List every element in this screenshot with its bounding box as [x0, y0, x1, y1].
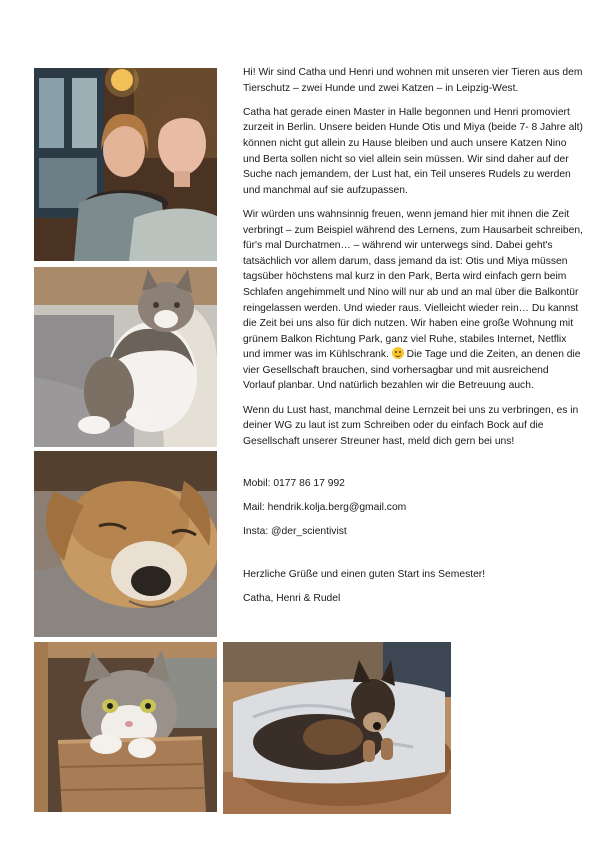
spacer — [243, 458, 583, 476]
paragraph-details — [243, 207, 583, 394]
contact-insta: Insta: @der_scientivist — [243, 526, 347, 538]
paragraph-details-part2: Die Tage und die Zeiten, an denen die vier Gesellschaft brauchen, sind vorhersagbar und mit ausreichend Vorlauf planbar. Und natürlich bezahlen wir die Betreuung auch. — [243, 349, 581, 392]
photo-cat-grey — [34, 267, 217, 447]
contact-mobile: Mobil: 0177 86 17 992 — [243, 478, 345, 490]
photo-couple — [34, 68, 217, 261]
paragraph-details-part1: Wir würden uns wahnsinnig freuen, wenn jemand hier mit ihnen die Zeit verbringt – zum Beispiel während des Lernens, zum Hausarbeit schreiben, für's mal Durchatmen… – während wir unterwegs sind. Dabei geht's tatsächlich vor allem darum, dass jemand da ist: Otis und Miya müssen tagsüber höchstens mal kurz in den Park, Berta wird einfach gern beim Schlafen angehimmelt und Nino will nur ab und an mal über die Balkontür reingelassen werden. Und wieder raus. Vielleicht wieder rein… Du kannst die Zeit bei uns also für dich nutzen. Wir haben eine große Wohnung mit grünem Balkon Richtung Park, ganz viel Ruhe, stabiles Internet, Netflix und immer was im Kühlschrank. — [243, 208, 583, 361]
smiling-face-emoji-icon — [392, 347, 404, 359]
paragraph-studies: Catha hat gerade einen Master in Halle begonnen und Henri promoviert zurzeit in Berlin. Unsere beiden Hunde Otis und Miya (beide 7- 8 Jahre alt) können nicht gut allein zu Hause bleiben und auch unsere Katzen Nino und Berta sollen nicht so viel allein sein müssen. Wir sind daher auf der Suche nach jemandem, der Lust hat, ein Teil unseres Rudels zu werden und manchmal auf sie aufzupassen. — [243, 106, 583, 196]
closing-line: Herzliche Grüße und einen guten Start ins Semester! — [243, 568, 486, 580]
photo-dog-bed — [223, 642, 451, 814]
photo-dog-face — [34, 451, 217, 637]
photo-cat-box — [34, 642, 217, 812]
text-column — [243, 65, 583, 615]
intro-paragraph: Hi! Wir sind Catha und Henri und wohnen mit unseren vier Tieren aus dem Tierschutz – zwei Hunde und zwei Katzen – in Leipzig-West. — [243, 67, 583, 94]
signature: Catha, Henri & Rudel — [243, 592, 341, 604]
paragraph-invitation: Wenn du Lust hast, manchmal deine Lernzeit bei uns zu verbringen, es in deiner WG zu laut ist zum Schreiben oder du einfach Bock auf die Gesellschaft unserer Streuner hast, meld dich gern bei uns! — [243, 404, 579, 447]
spacer — [243, 549, 583, 567]
contact-mail: Mail: hendrik.kolja.berg@gmail.com — [243, 502, 407, 514]
